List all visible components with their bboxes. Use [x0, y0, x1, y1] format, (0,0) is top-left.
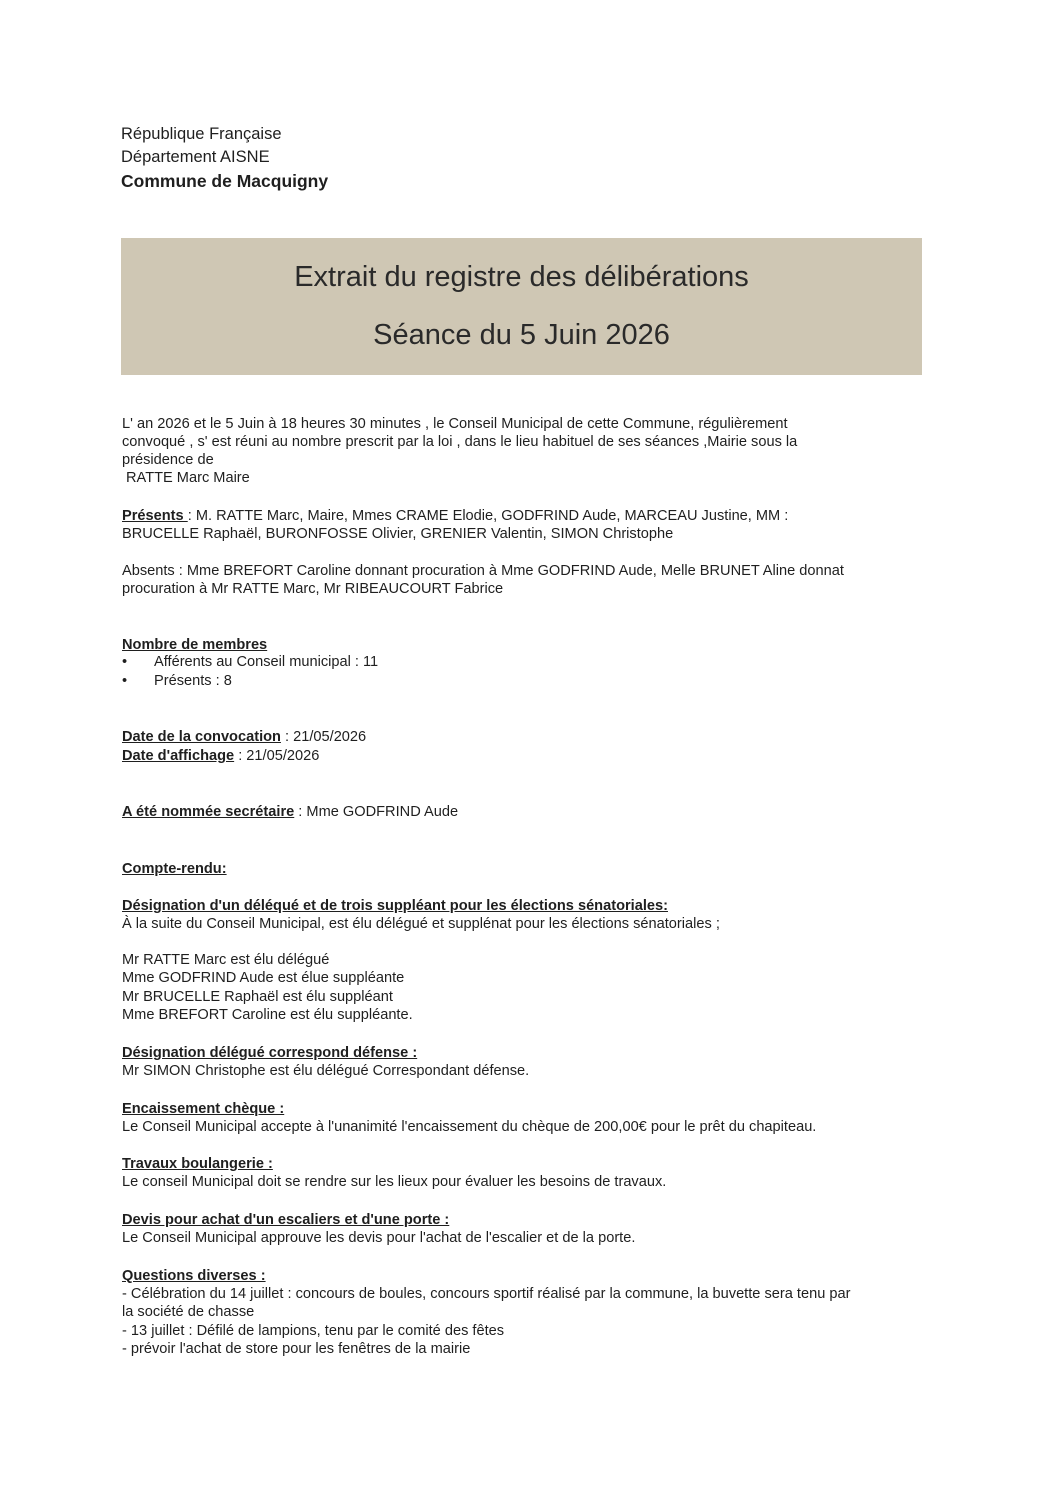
section-title: Désignation d'un déléqué et de trois suppléant pour les élections sénatoriales:	[122, 898, 668, 914]
date-affichage-value: : 21/05/2026	[234, 748, 320, 764]
section-line: Mme GODFRIND Aude est élue suppléante	[122, 970, 405, 986]
intro-line: L' an 2026 et le 5 Juin à 18 heures 30 minutes , le Conseil Municipal de cette Commune, régulièrement	[122, 416, 788, 432]
members-item-text: Présents : 8	[154, 673, 232, 689]
section-title: Désignation délégué correspond défense :	[122, 1045, 418, 1061]
section-line: Le Conseil Municipal approuve les devis pour l'achat de l'escalier et de la porte.	[122, 1230, 636, 1246]
intro-line: convoqué , s' est réuni au nombre prescrit par la loi , dans le lieu habituel de ses séances ,Mairie sous la	[122, 434, 798, 450]
header-republique: République Française	[121, 125, 282, 143]
section-line: - prévoir l'achat de store pour les fenêtres de la mairie	[122, 1341, 471, 1357]
section-line: Mr RATTE Marc est élu délégué	[122, 952, 330, 968]
section-line: - 13 juillet : Défilé de lampions, tenu par le comité des fêtes	[122, 1323, 505, 1339]
absents-line: Absents : Mme BREFORT Caroline donnant procuration à Mme GODFRIND Aude, Melle BRUNET Aline donnat	[122, 563, 844, 579]
section-title: Devis pour achat d'un escaliers et d'une porte :	[122, 1212, 450, 1228]
date-convocation-value: : 21/05/2026	[280, 729, 367, 745]
section-line: À la suite du Conseil Municipal, est élu délégué et supplénat pour les élections sénatoriales ;	[122, 916, 720, 932]
date-convocation	[122, 728, 366, 746]
banner-title: Extrait du registre des délibérations	[294, 261, 749, 293]
section-line: Mr BRUCELLE Raphaël est élu suppléant	[122, 989, 393, 1005]
section-line: la société de chasse	[122, 1304, 255, 1320]
header-departement: Département AISNE	[121, 148, 270, 166]
title-banner	[121, 238, 922, 375]
date-convocation-label: Date de la convocation	[122, 729, 281, 745]
section-line: Mr SIMON Christophe est élu délégué Correspondant défense.	[122, 1063, 530, 1079]
absents-line-2: procuration à Mr RATTE Marc, Mr RIBEAUCOURT Fabrice	[122, 581, 504, 597]
intro-president: RATTE Marc Maire	[126, 470, 250, 486]
section-line: Le conseil Municipal doit se rendre sur les lieux pour évaluer les besoins de travaux.	[122, 1174, 667, 1190]
members-item-text: Afférents au Conseil municipal : 11	[154, 654, 379, 670]
report-label: Compte-rendu:	[122, 861, 227, 877]
bullet: •	[122, 654, 128, 670]
members-item	[122, 654, 378, 670]
secretary-label: A été nommée secrétaire	[122, 804, 295, 820]
members-label: Nombre de membres	[122, 637, 268, 653]
banner-subtitle: Séance du 5 Juin 2026	[373, 319, 670, 351]
intro-line: présidence de	[122, 452, 214, 468]
secretary-value: : Mme GODFRIND Aude	[294, 804, 459, 820]
section-line: Mme BREFORT Caroline est élu suppléante.	[122, 1007, 413, 1023]
section-title: Encaissement chèque :	[122, 1101, 285, 1117]
section-title: Questions diverses :	[122, 1268, 266, 1284]
presents-line-2: BRUCELLE Raphaël, BURONFOSSE Olivier, GRENIER Valentin, SIMON Christophe	[122, 526, 674, 542]
section-line: - Célébration du 14 juillet : concours de boules, concours sportif réalisé par la commune, la buvette sera tenu par	[122, 1286, 851, 1302]
presents-line	[122, 507, 788, 525]
secretary	[122, 803, 458, 821]
presents-label: Présents	[122, 508, 188, 524]
date-affichage	[122, 747, 319, 765]
presents-text: : M. RATTE Marc, Maire, Mmes CRAME Elodie, GODFRIND Aude, MARCEAU Justine, MM :	[187, 508, 789, 524]
header-commune: Commune de Macquigny	[121, 171, 329, 191]
section-line: Le Conseil Municipal accepte à l'unanimité l'encaissement du chèque de 200,00€ pour le prêt du chapiteau.	[122, 1119, 817, 1135]
bullet: •	[122, 673, 128, 689]
section-title: Travaux boulangerie :	[122, 1156, 273, 1172]
date-affichage-label: Date d'affichage	[122, 748, 235, 764]
members-item	[122, 673, 232, 689]
